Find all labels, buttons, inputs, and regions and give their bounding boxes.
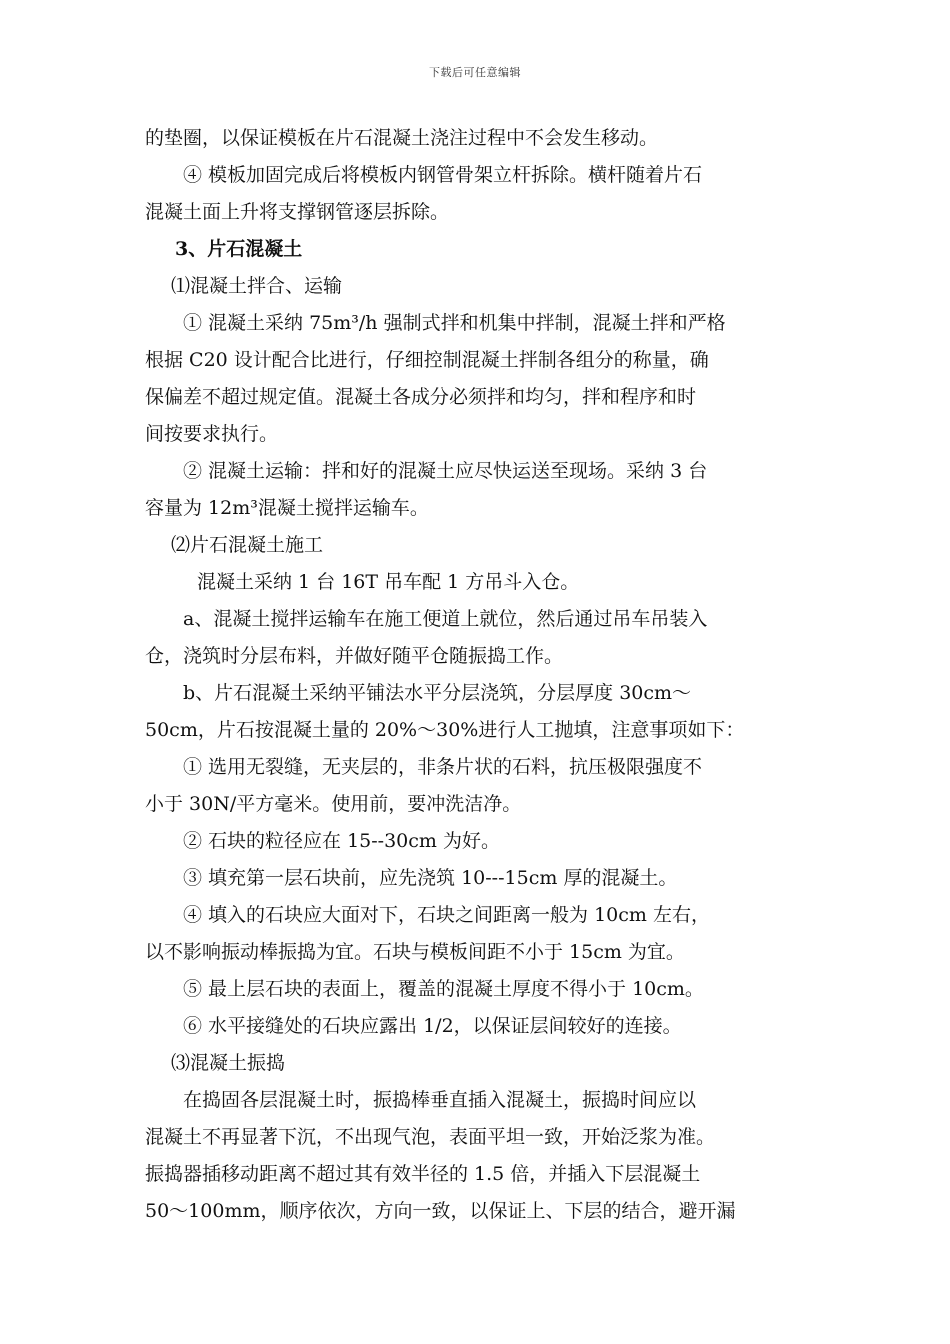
paragraph-line: 以不影响振动棒振捣为宜。石块与模板间距不小于 15cm 为宜。	[145, 941, 685, 963]
paragraph-line: 保偏差不超过规定值。混凝土各成分必须拌和均匀，拌和程序和时	[145, 386, 697, 408]
subsection-heading: ⑵片石混凝土施工	[171, 534, 324, 556]
paragraph-line: 混凝土不再显著下沉，不出现气泡，表面平坦一致，开始泛浆为准。	[145, 1126, 716, 1148]
paragraph-line: 间按要求执行。	[145, 423, 279, 445]
paragraph-line: 混凝土面上升将支撑钢管逐层拆除。	[145, 201, 450, 223]
paragraph-line: 在捣固各层混凝土时，振捣棒垂直插入混凝土，振捣时间应以	[183, 1089, 697, 1111]
paragraph-line: ⑤ 最上层石块的表面上，覆盖的混凝土厚度不得小于 10cm。	[183, 978, 704, 1000]
paragraph-line: ① 混凝土采纳 75m³/h 强制式拌和机集中拌制，混凝土拌和严格	[183, 312, 726, 334]
paragraph-line: ④ 填入的石块应大面对下，石块之间距离一般为 10cm 左右，	[183, 904, 710, 926]
paragraph-line: 仓，浇筑时分层布料，并做好随平仓随振捣工作。	[145, 645, 564, 667]
paragraph-line: 振捣器插移动距离不超过其有效半径的 1.5 倍，并插入下层混凝土	[145, 1163, 701, 1185]
paragraph-line: ② 石块的粒径应在 15--30cm 为好。	[183, 830, 500, 852]
paragraph-line: 容量为 12m³混凝土搅拌运输车。	[145, 497, 429, 519]
page-header: 下载后可任意编辑	[429, 66, 521, 79]
paragraph-line: ④ 模板加固完成后将模板内钢管骨架立杆拆除。横杆随着片石	[183, 164, 703, 186]
paragraph-line: ⑥ 水平接缝处的石块应露出 1/2，以保证层间较好的连接。	[183, 1015, 682, 1037]
paragraph-line: ① 选用无裂缝，无夹层的，非条片状的石料，抗压极限强度不	[183, 756, 703, 778]
paragraph-line: 50～100mm，顺序依次，方向一致，以保证上、下层的结合，避开漏	[145, 1200, 736, 1222]
section-heading: 3、片石混凝土	[175, 238, 303, 260]
paragraph-line: 50cm，片石按混凝土量的 20%～30%进行人工抛填，注意事项如下：	[145, 719, 745, 741]
paragraph-line: a、混凝土搅拌运输车在施工便道上就位，然后通过吊车吊装入	[183, 608, 708, 630]
paragraph-line: b、片石混凝土采纳平铺法水平分层浇筑，分层厚度 30cm～	[183, 682, 692, 704]
paragraph-line: 根据 C20 设计配合比进行，仔细控制混凝土拌制各组分的称量，确	[145, 349, 709, 371]
document-body	[145, 120, 810, 1230]
subsection-heading: ⑴混凝土拌合、运输	[171, 275, 343, 297]
paragraph-line: 小于 30N/平方毫米。使用前，要冲洗洁净。	[145, 793, 522, 815]
paragraph-line: ② 混凝土运输：拌和好的混凝土应尽快运送至现场。采纳 3 台	[183, 460, 708, 482]
paragraph-line: 的垫圈，以保证模板在片石混凝土浇注过程中不会发生移动。	[145, 127, 659, 149]
paragraph-line: ③ 填充第一层石块前，应先浇筑 10---15cm 厚的混凝土。	[183, 867, 678, 889]
paragraph-line: 混凝土采纳 1 台 16T 吊车配 1 方吊斗入仓。	[197, 571, 580, 593]
subsection-heading: ⑶混凝土振捣	[171, 1052, 286, 1074]
